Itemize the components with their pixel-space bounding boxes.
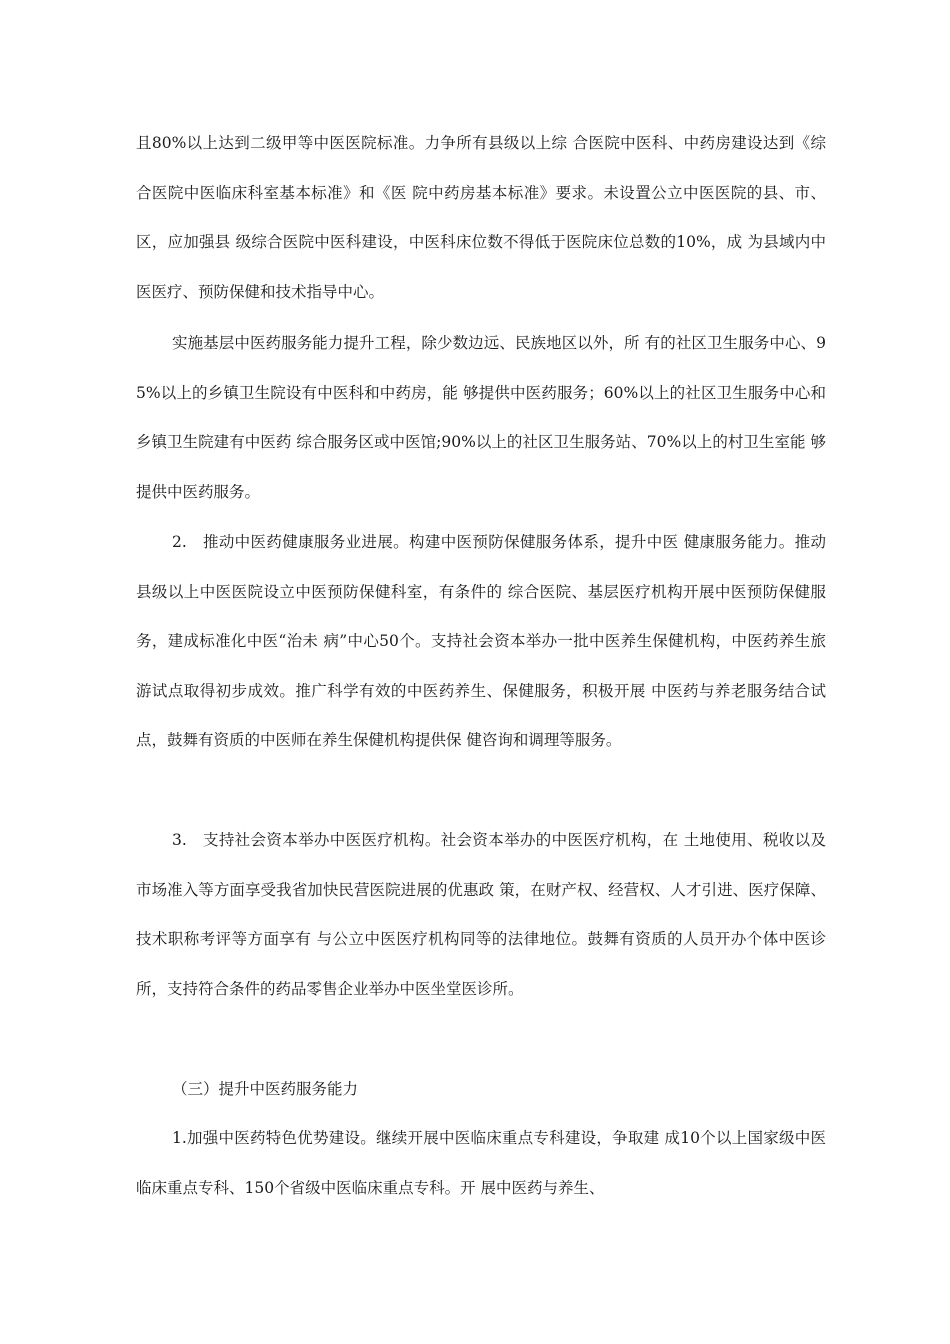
paragraph-health-services: 2. 推动中医药健康服务业进展。构建中医预防保健服务体系，提升中医 健康服务能力。推动县级以上中医医院设立中医预防保健科室，有条件的 综合医院、基层医疗机构开展中医预防保健服务，建成标准化中医“治未 病”中心50个。支持社会资本举办一批中医养生保健机构，中医药养生旅 游试点取得初步成效。推广科学有效的中医药养生、保健服务，积极开展 中医药与养老服务结合试点，鼓舞有资质的中医师在养生保健机构提供保 健咨询和调理等服务。 bbox=[136, 533, 826, 749]
paragraph-social-capital: 3. 支持社会资本举办中医医疗机构。社会资本举办的中医医疗机构，在 土地使用、税收以及市场准入等方面享受我省加快民营医院进展的优惠政 策，在财产权、经营权、人才引进、医疗保障、技术职称考评等方面享有 与公立中医医疗机构同等的法律地位。鼓舞有资质的人员开办个体中医诊 所，支持符合条件的药品零售企业举办中医坐堂医诊所。 bbox=[136, 831, 826, 998]
paragraph-specialty-construction: 1.加强中医药特色优势建设。继续开展中医临床重点专科建设，争取建 成10个以上国家级中医临床重点专科、150个省级中医临床重点专科。开 展中医药与养生、 bbox=[136, 1129, 826, 1197]
paragraph-grassroots-capacity: 实施基层中医药服务能力提升工程，除少数边远、民族地区以外，所 有的社区卫生服务中心、95%以上的乡镇卫生院设有中医科和中药房，能 够提供中医药服务；60%以上的社区卫生服务中心和乡镇卫生院建有中医药 综合服务区或中医馆;90%以上的社区卫生服务站、70%以上的村卫生室能 够提供中医药服务。 bbox=[136, 334, 826, 501]
section-heading: （三）提升中医药服务能力 bbox=[172, 1080, 359, 1098]
paragraph-hospital-standards: 且80%以上达到二级甲等中医医院标准。力争所有县级以上综 合医院中医科、中药房建设达到《综合医院中医临床科室基本标准》和《医 院中药房基本标准》要求。未设置公立中医医院的县、市、区，应加强县 级综合医院中医科建设，中医科床位数不得低于医院床位总数的10%，成 为县域内中医医疗、预防保健和技术指导中心。 bbox=[136, 134, 826, 301]
